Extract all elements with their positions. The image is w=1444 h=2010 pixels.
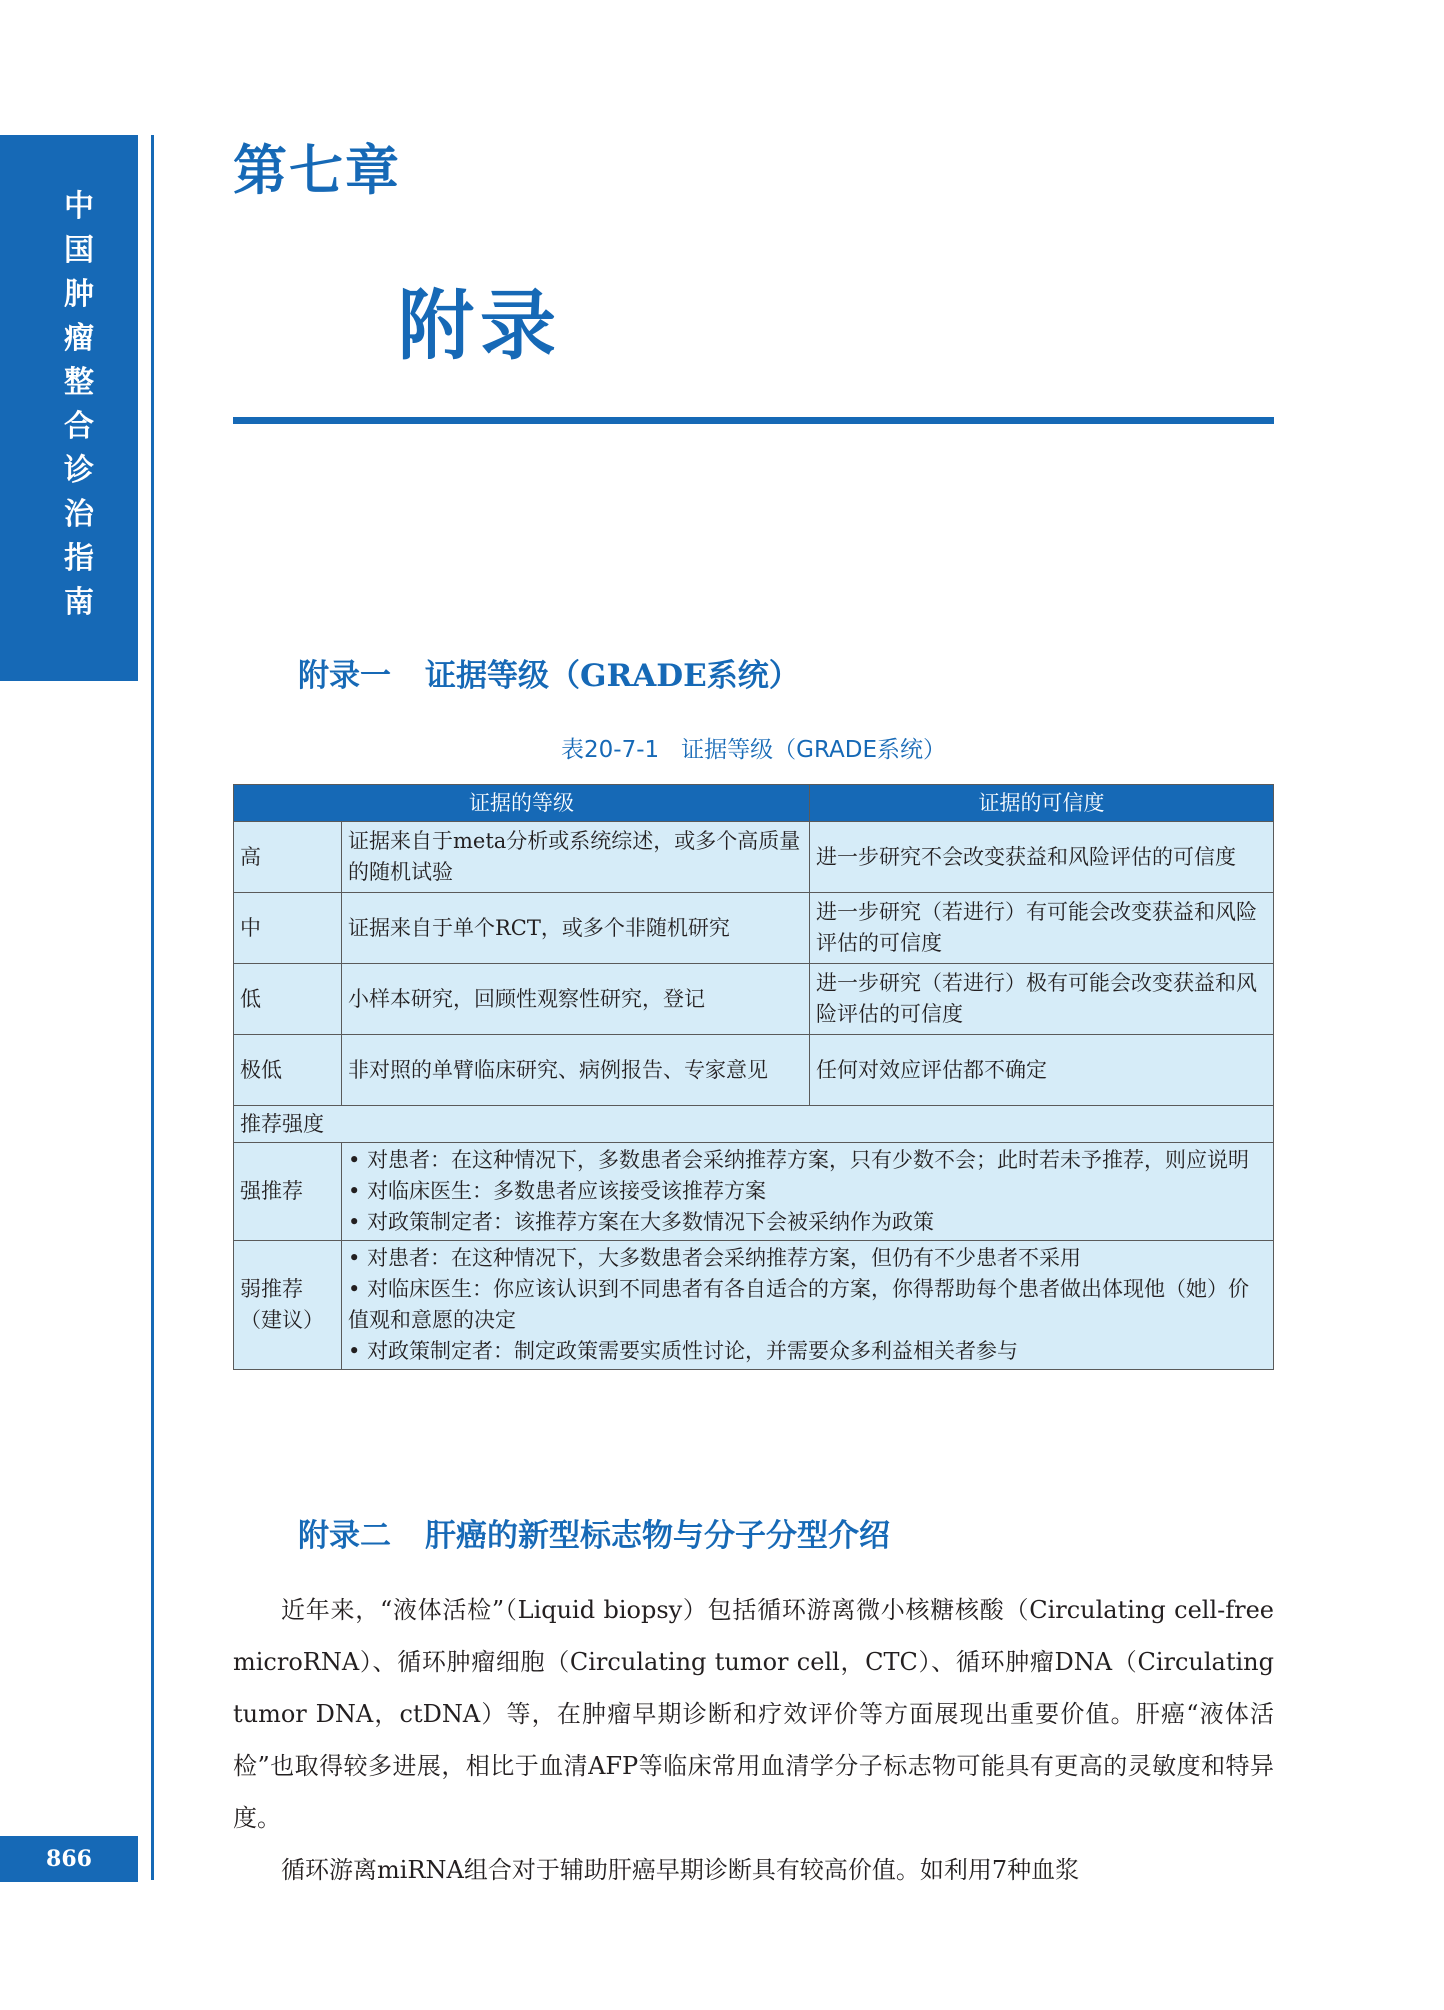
table-title: 证据等级（GRADE系统）: [681, 737, 946, 763]
book-title-char: 肿: [64, 277, 94, 312]
table-row: [234, 893, 1274, 964]
margin-rule: [151, 135, 154, 1880]
appendix1-number: 附录一: [298, 658, 391, 694]
evidence-level: 高: [234, 822, 342, 893]
table-row: [234, 1143, 1274, 1241]
table-row: [234, 1241, 1274, 1370]
chapter-title: 附录: [398, 281, 562, 370]
evidence-level: 极低: [234, 1035, 342, 1106]
book-title-char: 国: [64, 233, 94, 268]
recommendation-detail: [342, 1143, 1274, 1241]
list-item: • 对患者：在这种情况下，多数患者会采纳推荐方案，只有少数不会；此时若未予推荐，则应说明: [348, 1145, 1267, 1176]
appendix2-number: 附录二: [298, 1518, 391, 1554]
appendix1-heading: [298, 650, 800, 695]
book-title-char: 指: [64, 541, 94, 576]
book-title-char: 合: [64, 409, 94, 444]
appendix2-heading: [298, 1510, 890, 1555]
table-row: [234, 1106, 1274, 1143]
evidence-level: 低: [234, 964, 342, 1035]
column-header: 证据的等级: [234, 785, 810, 822]
evidence-credibility: 进一步研究（若进行）有可能会改变获益和风险评估的可信度: [810, 893, 1274, 964]
paragraph: 近年来，“液体活检”（Liquid biopsy）包括循环游离微小核糖核酸（Circulating cell-free microRNA）、循环肿瘤细胞（Circulating tumor cell，CTC）、循环肿瘤DNA（Circulating tumor DNA，ctDNA）等，在肿瘤早期诊断和疗效评价等方面展现出重要价值。肝癌“液体活检”也取得较多进展，相比于血清AFP等临床常用血清学分子标志物可能具有更高的灵敏度和特异度。: [233, 1596, 1274, 1832]
evidence-level: 中: [234, 893, 342, 964]
column-header: 证据的可信度: [810, 785, 1274, 822]
book-title-char: 瘤: [64, 321, 94, 356]
appendix2-body: [233, 1584, 1274, 1896]
list-item: • 对临床医生：你应该认识到不同患者有各自适合的方案，你得帮助每个患者做出体现他（她）价值观和意愿的决定: [348, 1274, 1267, 1336]
evidence-description: 小样本研究，回顾性观察性研究，登记: [342, 964, 810, 1035]
book-title-char: 整: [64, 365, 94, 400]
chapter-label: 第七章: [233, 138, 401, 202]
evidence-credibility: 进一步研究（若进行）极有可能会改变获益和风险评估的可信度: [810, 964, 1274, 1035]
table-row: [234, 1035, 1274, 1106]
list-item: • 对患者：在这种情况下，大多数患者会采纳推荐方案，但仍有不少患者不采用: [348, 1243, 1267, 1274]
evidence-credibility: 进一步研究不会改变获益和风险评估的可信度: [810, 822, 1274, 893]
list-item: • 对临床医生：多数患者应该接受该推荐方案: [348, 1176, 1267, 1207]
grade-table: [233, 784, 1274, 1370]
recommendation-strength: 强推荐: [234, 1143, 342, 1241]
book-title-char: 中: [64, 189, 94, 224]
recommendation-strength: 弱推荐（建议）: [234, 1241, 342, 1370]
chapter-rule: [233, 417, 1274, 424]
book-title-char: 南: [64, 585, 94, 620]
evidence-credibility: 任何对效应评估都不确定: [810, 1035, 1274, 1106]
page-number: 866: [0, 1836, 138, 1882]
book-title-vertical: [0, 185, 158, 625]
list-item: • 对政策制定者：该推荐方案在大多数情况下会被采纳作为政策: [348, 1207, 1267, 1238]
paragraph: 循环游离miRNA组合对于辅助肝癌早期诊断具有较高价值。如利用7种血浆: [281, 1856, 1080, 1884]
appendix1-title: 证据等级（GRADE系统）: [425, 658, 800, 694]
table-row: [234, 822, 1274, 893]
list-item: • 对政策制定者：制定政策需要实质性讨论，并需要众多利益相关者参与: [348, 1336, 1267, 1367]
evidence-description: 非对照的单臂临床研究、病例报告、专家意见: [342, 1035, 810, 1106]
recommendation-detail: [342, 1241, 1274, 1370]
recommendation-header: 推荐强度: [234, 1106, 1274, 1143]
table-header-row: [234, 785, 1274, 822]
table-number: 表20-7-1: [561, 737, 660, 763]
table-caption: [233, 731, 1274, 764]
evidence-description: 证据来自于单个RCT，或多个非随机研究: [342, 893, 810, 964]
table-row: [234, 964, 1274, 1035]
book-title-char: 治: [64, 497, 94, 532]
evidence-description: 证据来自于meta分析或系统综述，或多个高质量的随机试验: [342, 822, 810, 893]
book-title-char: 诊: [64, 453, 94, 488]
appendix2-title: 肝癌的新型标志物与分子分型介绍: [425, 1518, 890, 1554]
